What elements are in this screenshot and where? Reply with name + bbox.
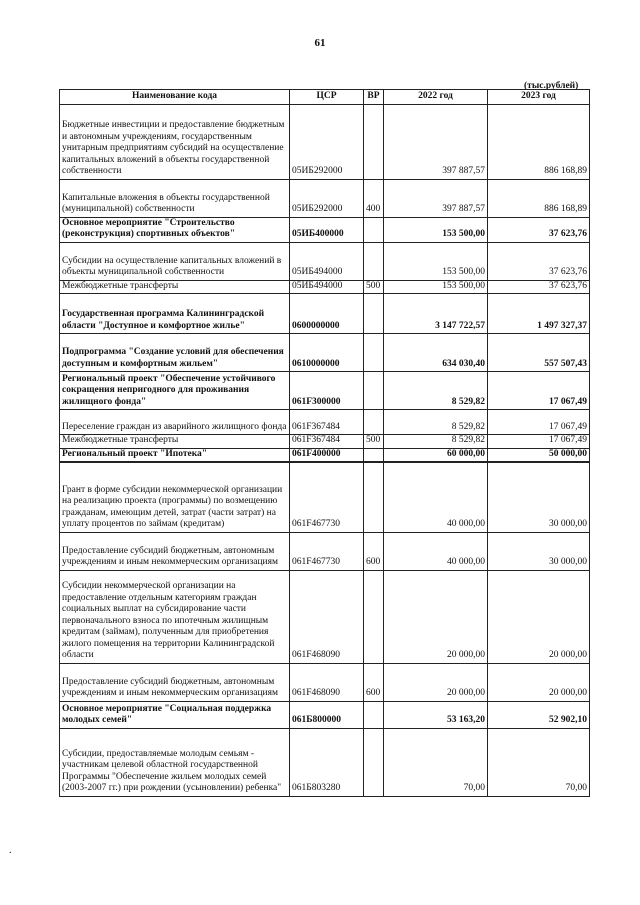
row-vr: 400 (364, 179, 384, 217)
row-name: Субсидии, предоставляемые молодым семьям - участникам целевой областной государственной Программы "Обеспечение жильем молодых семей (2003-2007 гг.) при рождении (усыновлении) ребенка" (60, 728, 290, 796)
row-name: Основное мероприятие "Социальная поддержка молодых семей" (60, 701, 290, 728)
header-name: Наименование кода (60, 90, 290, 105)
header-2023: 2023 год (488, 90, 590, 105)
budget-table (59, 89, 590, 797)
header-2022: 2022 год (384, 90, 488, 105)
row-2022: 153 500,00 (384, 242, 488, 280)
row-vr (364, 242, 384, 280)
row-csr: 061F300000 (290, 372, 364, 410)
row-vr (364, 728, 384, 796)
row-2022: 20 000,00 (384, 570, 488, 663)
row-2022: 40 000,00 (384, 462, 488, 532)
row-2023: 886 168,89 (488, 179, 590, 217)
row-2023: 20 000,00 (488, 570, 590, 663)
row-name: Межбюджетные трансферты (60, 435, 290, 449)
row-csr: 061F468090 (290, 663, 364, 701)
row-vr (364, 372, 384, 410)
row-name: Региональный проект "Обеспечение устойчивого сокращения непригодного для проживания жилищного фонда" (60, 372, 290, 410)
row-2022: 153 500,00 (384, 280, 488, 294)
row-2023: 1 497 327,37 (488, 294, 590, 334)
table-row (60, 448, 590, 462)
row-name: Грант в форме субсидии некоммерческой организации на реализацию проекта (программы) по возмещению гражданам, имеющим детей, затрат (части затрат) на уплату процентов по займам (кредитам) (60, 462, 290, 532)
row-2023: 17 067,49 (488, 410, 590, 435)
row-2022: 8 529,82 (384, 410, 488, 435)
row-vr (364, 410, 384, 435)
row-2022: 53 163,20 (384, 701, 488, 728)
table-row (60, 217, 590, 242)
row-name: Основное мероприятие "Строительство (реконструкция) спортивных объектов" (60, 217, 290, 242)
row-2023: 30 000,00 (488, 532, 590, 570)
row-name: Межбюджетные трансферты (60, 280, 290, 294)
row-name: Государственная программа Калининградской области "Доступное и комфортное жилье" (60, 294, 290, 334)
table-row (60, 372, 590, 410)
row-2023: 37 623,76 (488, 280, 590, 294)
row-name: Переселение граждан из аварийного жилищного фонда (60, 410, 290, 435)
row-name: Региональный проект "Ипотека" (60, 448, 290, 462)
row-csr: 05ИБ494000 (290, 242, 364, 280)
row-vr: 600 (364, 532, 384, 570)
row-2023: 52 902,10 (488, 701, 590, 728)
row-2023: 20 000,00 (488, 663, 590, 701)
row-vr (364, 701, 384, 728)
row-csr: 0610000000 (290, 334, 364, 372)
row-name: Капитальные вложения в объекты государственной (муниципальной) собственности (60, 179, 290, 217)
row-2022: 153 500,00 (384, 217, 488, 242)
row-name: Подпрограмма "Создание условий для обеспечения доступным и комфортным жильем" (60, 334, 290, 372)
row-2022: 8 529,82 (384, 435, 488, 449)
row-csr: 061F467730 (290, 462, 364, 532)
row-vr (364, 217, 384, 242)
row-2023: 17 067,49 (488, 372, 590, 410)
row-vr (364, 448, 384, 462)
row-csr: 061F467730 (290, 532, 364, 570)
table-row (60, 532, 590, 570)
row-vr: 500 (364, 280, 384, 294)
row-csr: 061F468090 (290, 570, 364, 663)
row-2023: 70,00 (488, 728, 590, 796)
unit-note: (тыс.рублей) (524, 81, 579, 91)
row-2023: 557 507,43 (488, 334, 590, 372)
row-name: Предоставление субсидий бюджетным, автономным учреждениям и иным некоммерческим организациям (60, 532, 290, 570)
row-csr: 061F400000 (290, 448, 364, 462)
row-2022: 8 529,82 (384, 372, 488, 410)
table-row (60, 280, 590, 294)
row-2022: 70,00 (384, 728, 488, 796)
row-2022: 397 887,57 (384, 179, 488, 217)
row-2023: 17 067,49 (488, 435, 590, 449)
row-2022: 20 000,00 (384, 663, 488, 701)
row-name: Предоставление субсидий бюджетным, автономным учреждениям и иным некоммерческим организациям (60, 663, 290, 701)
table-row (60, 179, 590, 217)
row-csr: 061F367484 (290, 410, 364, 435)
table-row (60, 334, 590, 372)
table-row (60, 294, 590, 334)
row-csr: 05ИБ292000 (290, 104, 364, 179)
table-row (60, 701, 590, 728)
row-csr: 0600000000 (290, 294, 364, 334)
table-row (60, 104, 590, 179)
row-2023: 37 623,76 (488, 217, 590, 242)
row-2023: 37 623,76 (488, 242, 590, 280)
row-vr: 500 (364, 435, 384, 449)
page-number: 61 (314, 37, 326, 49)
table-row (60, 728, 590, 796)
row-vr (364, 334, 384, 372)
row-name: Бюджетные инвестиции и предоставление бюджетным и автономным учреждениям, государственным унитарным предприятиям субсидий на осуществление капитальных вложений в объекты государственной собственности (60, 104, 290, 179)
row-2022: 60 000,00 (384, 448, 488, 462)
row-2022: 397 887,57 (384, 104, 488, 179)
row-vr (364, 462, 384, 532)
table-row (60, 435, 590, 449)
row-csr: 05ИБ494000 (290, 280, 364, 294)
table-row (60, 570, 590, 663)
table-header-row (60, 90, 590, 105)
row-csr: 061Б800000 (290, 701, 364, 728)
margin-mark: . (9, 845, 12, 856)
table-row (60, 663, 590, 701)
row-vr (364, 294, 384, 334)
header-vr: ВР (364, 90, 384, 105)
row-csr: 061F367484 (290, 435, 364, 449)
row-2023: 50 000,00 (488, 448, 590, 462)
table-row (60, 242, 590, 280)
row-2022: 3 147 722,57 (384, 294, 488, 334)
row-csr: 05ИБ400000 (290, 217, 364, 242)
row-2023: 886 168,89 (488, 104, 590, 179)
row-vr (364, 104, 384, 179)
row-name: Субсидии на осуществление капитальных вложений в объекты муниципальной собственности (60, 242, 290, 280)
row-2023: 30 000,00 (488, 462, 590, 532)
header-csr: ЦСР (290, 90, 364, 105)
table-row (60, 462, 590, 532)
row-vr (364, 570, 384, 663)
row-2022: 40 000,00 (384, 532, 488, 570)
row-name: Субсидии некоммерческой организации на предоставление отдельным категориям граждан социальных выплат на субсидирование части первоначального взноса по ипотечным жилищным кредитам (займам), полученным для приобретения жилого помещения на территории Калининградской области (60, 570, 290, 663)
row-vr: 600 (364, 663, 384, 701)
table-row (60, 410, 590, 435)
row-2022: 634 030,40 (384, 334, 488, 372)
row-csr: 05ИБ292000 (290, 179, 364, 217)
row-csr: 061Б803280 (290, 728, 364, 796)
